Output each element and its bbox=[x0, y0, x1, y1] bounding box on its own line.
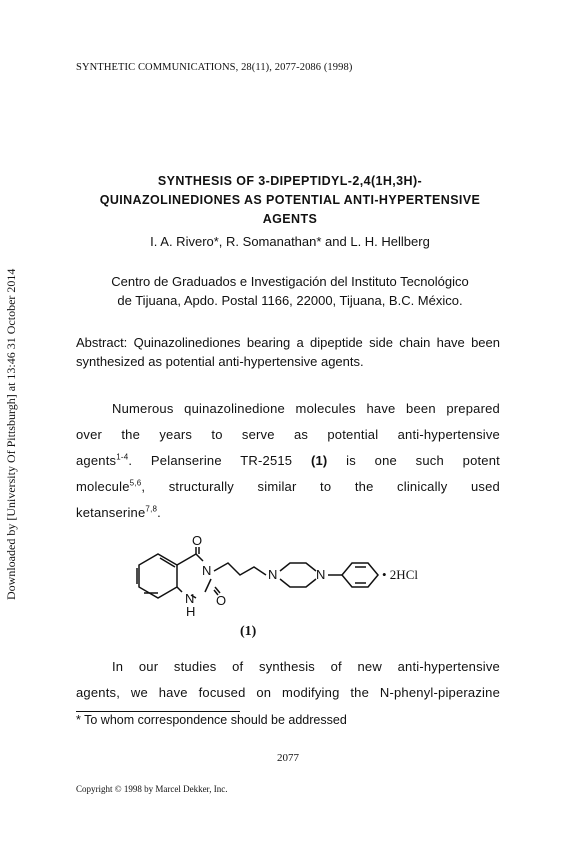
page-number: 2077 bbox=[277, 752, 299, 764]
affiliation-line: Centro de Graduados e Investigación del Instituto Tecnológico bbox=[111, 274, 469, 289]
paragraph-line: In our studies of synthesis of new anti-hypertensive bbox=[112, 659, 500, 674]
paragraph-line: Numerous quinazolinedione molecules have been prepared bbox=[112, 401, 500, 416]
atom-label: O bbox=[216, 593, 227, 608]
download-notice: Downloaded by [University Of Pittsburgh] at 13:46 31 October 2014 bbox=[4, 268, 18, 600]
salt-label: • 2HCl bbox=[382, 567, 418, 582]
title-line: SYNTHESIS OF 3-DIPEPTIDYL-2,4(1H,3H)- bbox=[157, 174, 423, 188]
citation: 1-4 bbox=[116, 452, 129, 462]
footnote: * To whom correspondence should be addressed bbox=[76, 713, 347, 727]
affiliation bbox=[60, 272, 520, 310]
atom-label: N bbox=[185, 591, 195, 606]
title-line: AGENTS bbox=[262, 212, 318, 226]
compound-ref: (1) bbox=[310, 453, 328, 468]
paragraph-1 bbox=[76, 396, 500, 526]
atom-label: H bbox=[186, 604, 196, 619]
paragraph-line: molecule$^{5,6}$, structurally similar to the clinically used bbox=[76, 478, 500, 494]
authors: I. A. Rivero*, R. Somanathan* and L. H. Hellberg bbox=[150, 234, 430, 249]
running-head: SYNTHETIC COMMUNICATIONS, 28(11), 2077-2086 (1998) bbox=[76, 62, 353, 73]
title-line: QUINAZOLINEDIONES AS POTENTIAL ANTI-HYPERTENSIVE bbox=[99, 193, 481, 207]
article-title bbox=[60, 172, 520, 229]
paragraph-line: over the years to serve as potential anti-hypertensive bbox=[76, 427, 500, 442]
footnote-rule bbox=[76, 711, 240, 712]
paragraph-line: agents$^{1-4}$. Pelanserine TR-2515 (1) is one such potent bbox=[76, 452, 500, 468]
atom-label: N bbox=[202, 563, 212, 578]
paragraph-line: ketanserine$^{7,8}$. bbox=[76, 504, 161, 520]
paragraph-2 bbox=[76, 654, 500, 706]
atom-label: N bbox=[316, 567, 326, 582]
citation: 5,6 bbox=[129, 478, 142, 488]
affiliation-line: de Tijuana, Apdo. Postal 1166, 22000, Tijuana, B.C. México. bbox=[117, 293, 463, 308]
paragraph-line: agents, we have focused on modifying the N-phenyl-piperazine bbox=[76, 685, 500, 700]
abstract: Abstract: Quinazolinediones bearing a dipeptide side chain have been synthesized as potential anti-hypertensive agents. bbox=[76, 335, 500, 369]
atom-label: O bbox=[192, 535, 203, 548]
citation: 7,8 bbox=[145, 504, 158, 514]
copyright: Copyright © 1998 by Marcel Dekker, Inc. bbox=[76, 784, 228, 794]
atom-label: N bbox=[268, 567, 278, 582]
compound-label: (1) bbox=[240, 624, 257, 639]
pelanserine-structure bbox=[130, 535, 440, 623]
benzene-ring bbox=[139, 554, 177, 598]
